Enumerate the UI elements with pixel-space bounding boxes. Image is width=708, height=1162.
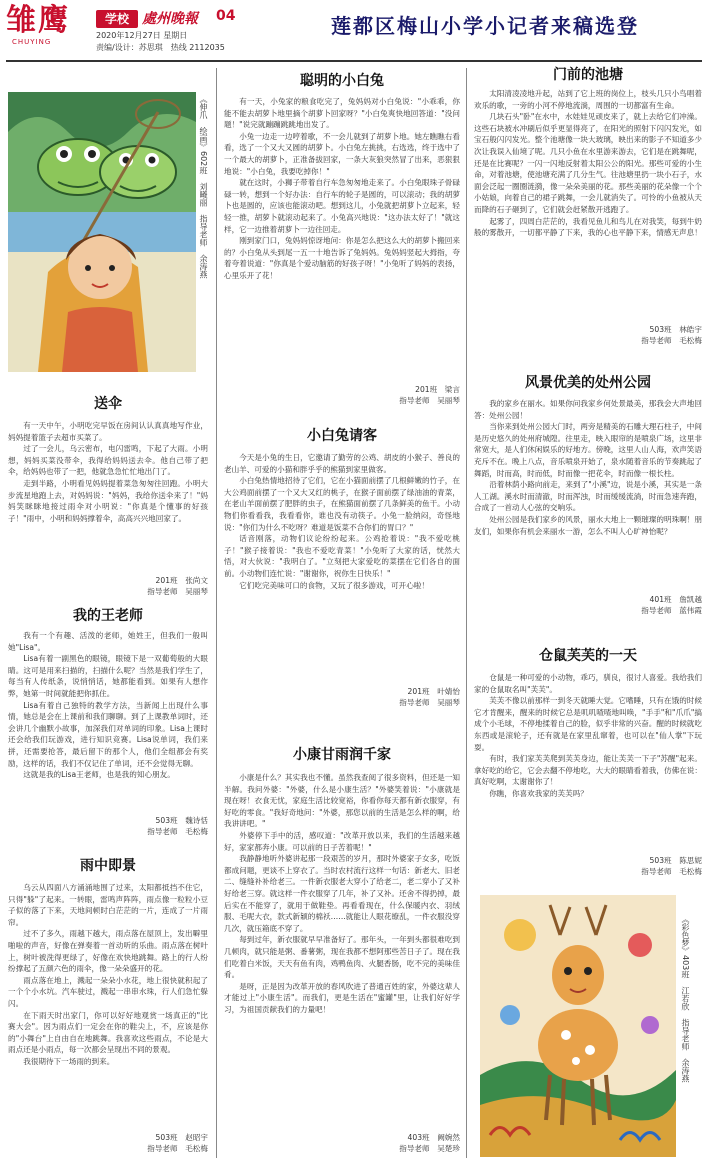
article-paragraph: 今天是小兔的生日，它邀请了勤劳的公鸡、胡皮的小猴子、善良的老山羊、可爱的小猫和胖乎乎的熊猫到家里做客。 <box>224 453 460 474</box>
article-byline <box>224 686 460 708</box>
article-title: 门前的池塘 <box>553 67 623 83</box>
teacher-name: 指导老师 毛松梅 <box>641 867 702 876</box>
brand-name: 雏鹰 <box>6 3 70 38</box>
article-paragraph: 它们吃完美味可口的食物，又玩了很多游戏，可开心啦！ <box>239 580 430 590</box>
article-paragraph: 仓鼠是一种可爱的小动物，乖巧，驯良，很讨人喜爱。我给我们家的仓鼠取名叫"芙芙"。 <box>474 673 702 694</box>
article-paragraph: 起雾了，四周白茫茫的，我看见鱼儿和鸟儿在对我笑，每到牛奶般的雾散开，一切都平静了下来，我的心也平静下来，情感无声息！ <box>474 216 702 238</box>
author-class: 201班 梁言 <box>415 385 460 394</box>
article-body <box>8 630 208 810</box>
page-title: 莲都区梅山小学小记者来稿选登 <box>331 14 639 38</box>
teacher-name: 指导老师 吴丽琴 <box>147 587 208 596</box>
article-byline <box>8 815 208 837</box>
teacher-name: 指导老师 毛松梅 <box>147 1144 208 1153</box>
article-paragraph: 过不了多久，雨越下越大，雨点落在屋顶上，发出噼里啪啦的声音，好像在弹奏着一首动听的乐曲。雨点落在树叶上，树叶被洗得更绿了，好像在欢快地跳舞。路上的行人纷纷撑起了五颜六色的雨伞，像一朵朵盛开的花。 <box>8 929 208 974</box>
teacher-name: 指导老师 吴丽琴 <box>399 698 460 707</box>
article-paragraph: 每到过年，新衣服就早早准备好了。那年头，一年到头都很难吃到几顿肉，就只能是粥、番薯粥，现在我都不想阿那些苦日子了。现在我们吃着白米饭，天天有鱼有肉，鸡鸭鱼肉、火腿香肠，吃不完的美味佳肴。 <box>224 935 460 980</box>
article-title: 送伞 <box>94 396 122 412</box>
article-title: 风景优美的处州公园 <box>525 375 651 391</box>
article-paragraph: 刚到家门口，兔妈妈惊讶地问：你是怎么把这么大的胡萝卜搬回来的？小白兔从头到尾一五一十地告诉了兔妈妈。兔妈妈竖起大拇指，夸着夸着说道："你真是个爱动脑筋的好孩子呀！"小兔听了妈妈的表扬，心里乐开了花！ <box>224 236 460 280</box>
brand-english: CHUYING <box>12 38 52 46</box>
article-paragraph: 太阳清凌凌地升起，站到了它上班的岗位上，枝头几只小鸟唱着欢乐的歌，一旁的小河不停地流淌，周围的一切都富有生命。 <box>474 89 702 110</box>
author-class: 503班 林皓宇 <box>649 325 702 334</box>
article-title: 仓鼠芙芙的一天 <box>539 648 637 664</box>
article-byline <box>474 855 702 877</box>
author-class: 401班 詹凯越 <box>649 595 702 604</box>
article-body <box>474 398 702 588</box>
artwork-colorful-dream <box>480 895 676 1157</box>
masthead-divider <box>6 60 702 62</box>
article-body <box>474 672 702 832</box>
article-paragraph: 这就是我的Lisa王老师，也是我的知心朋友。 <box>23 770 175 780</box>
column-divider <box>466 68 467 1158</box>
article-paragraph: 雨点落在地上，溅起一朵朵小水花，地上很快就积起了一个个小水坑。汽车驶过，溅起一串串水珠，行人们急忙躲闪。 <box>8 975 208 1008</box>
article-body <box>224 772 460 1128</box>
article-title: 聪明的小白兔 <box>300 73 384 89</box>
article-paragraph: 乌云从四面八方涌涌地围了过来，太阳都抵挡不住它，只得"躲"了起来。一转眼，雷鸣声阵阵，雨点像一粒粒小豆子似的落了下来，天地间顿时白茫茫的一片，连成了一片雨帘。 <box>8 883 208 927</box>
teacher-name: 指导老师 毛松梅 <box>641 336 702 345</box>
author-class: 503班 赵昭宇 <box>155 1133 208 1142</box>
teacher-name: 指导老师 蓝伟霞 <box>641 606 702 615</box>
article-paragraph: 是呀，正是因为改革开放的春风吹进了普通百姓的家，外婆这辈人才能过上"小康生活"。而我们，更是生活在"蜜罐"里，让我们好好学习，为祖国贡献我们的力量吧！ <box>224 981 460 1014</box>
article-body <box>474 88 702 320</box>
article-paragraph: 外婆停下手中的活，感叹道："改革开放以来，我们的生活越来越好，家家都奔小康。可以前的日子苦着呢！" <box>224 830 460 852</box>
article-paragraph: 走到半路，小明看见妈妈提着菜急匆匆往回跑。小明大步流星地跑上去，对妈妈说："妈妈，我给你送伞来了！"妈妈笑眯眯地接过雨伞对小明说："你真是个懂事的好孩子！"雨中，小明和妈妈撑着伞，高高兴兴地回家了。 <box>8 478 208 523</box>
article-paragraph: 有一天中午，小明吃完早饭在房间认认真真地写作业，妈妈提着篮子去超市买菜了。 <box>8 421 208 442</box>
teacher-name: 指导老师 毛松梅 <box>147 827 208 836</box>
article-paragraph: 沿着林荫小路向前走，来到了"小溪"边，说是小溪，其实是一条人工湖。溪水时而清澈，时而浑浊，时而缓缓流淌，时而急速奔跑，合成了一首动人心弦的交响乐。 <box>474 480 702 513</box>
artwork-girl-frogs-caption: 《伸爪 绘画》602班 刘曦丽 指导老师 余涛燕 <box>199 95 208 279</box>
article-body <box>8 420 208 570</box>
brand-logo <box>6 4 96 48</box>
article-title: 小白兔请客 <box>307 428 377 444</box>
article-paragraph: 在下雨天时出家门，你可以好好地观赏一场真正的"比赛大会"。因为雨点们一定会在你的鞋尖上，不，应该是你的"小舞台"上自由自在地跳舞。我喜欢这些雨点，不论是大雨点还是小雨点，每一次都会呈现出不同的景观。 <box>8 1010 208 1055</box>
article-paragraph: 小康是什么？其实我也不懂。虽然我查阅了很多资料，但还是一知半解。我问外婆："外婆，什么是小康生活？"外婆笑着说："小康就是现在呀！衣食无忧，家庭生活比较宽裕，你看你每天都有新衣服穿，有好吃的零食。"我好奇地问："外婆，那您以前的生活是怎么样的啊，给我讲讲吧。" <box>224 773 460 829</box>
article-body <box>8 882 208 1127</box>
article-paragraph: 我很期待下一场雨的到来。 <box>23 1056 115 1066</box>
author-class: 503班 魏诗恬 <box>155 816 208 825</box>
article-paragraph: 有一天，小兔家的粮食吃完了，兔妈妈对小白兔说："小乖乖，你能不能去胡萝卜地里摘个胡萝卜回家呀？"小白兔爽快地回答道："没问题！"说完就蹦蹦跳跳地出发了。 <box>224 97 460 130</box>
article-byline <box>474 324 702 346</box>
article-paragraph: 过了一会儿，乌云密布，电闪雷鸣，下起了大雨。小明想，妈妈买菜没带伞，我得给妈妈送去伞。他自己带了把伞，给妈妈也带了一把，他就急急忙忙地出门了。 <box>8 444 208 477</box>
issue-date: 2020年12月27日 星期日 <box>96 31 188 40</box>
article-paragraph: 我的家乡在丽水。如果你问我家乡何处景最美，那我会大声地回答：处州公园！ <box>474 399 702 420</box>
article-paragraph: 小兔一边走一边哼着歌，不一会儿就到了胡萝卜地。她左瞧瞧右看看，选了一个又大又圆的胡萝卜。小白兔左挑挑，右选选，终于选中了一个最大的胡萝卜，正准备拔回家，一条大灰狼突然冒了出来，恶狠狠地说："小白兔，我要吃掉你！" <box>224 131 460 176</box>
paper-name: 處州晚報 <box>142 11 198 27</box>
author-class: 403班 阙婉然 <box>407 1133 460 1142</box>
article-body <box>224 452 460 678</box>
teacher-name: 指导老师 吴丽琴 <box>399 396 460 405</box>
article-paragraph: 就在这时，小狮子带着自行车急匆匆地走来了。小白兔眼珠子骨碌碌一转，想到一个好办法：自行车的轮子是圆的，可以滚动；我的胡萝卜也是圆的，应该也能滚动吧。想到这儿，小兔就把胡萝卜立起来，轻轻一推，胡萝卜就滚动起来了。小兔高兴地说："这办法太好了！"就这样，它一边推着胡萝卜一边往回走。 <box>224 178 460 234</box>
article-paragraph: 有时，我们家芙芙爬到芙芙身边，能让芙芙一下子"苏醒"起来。拿好吃的给它，它会去翻不停地吃，大大的眼睛看着我，仿佛在说：真好吃啊，太谢谢你了！ <box>474 754 702 787</box>
article-byline <box>224 1132 460 1154</box>
article-paragraph: 几块石头"卧"在水中，水娃娃见顽皮来了，就上去给它们冲澡。这些石块被水冲刷后似乎更显得亮了，在阳光的照射下闪闪发光，如宝石般闪闪发光。整个池塘像一块大玻璃，映出来的影子不知道多少次让我误入仙境了呢。几只小鱼在水里游来游去，它们是在跳舞呢，还是在比赛呢？一闪一闪地反射着太阳公公的阳光。那些可爱的小生命，对着池塘，使池塘充满了几分生气。往池塘里扔一块小石子，水面会泛起一圈圈涟漪，像一朵朵美丽的花。那些美丽的花朵像一个个小姑娘，向着自己的裙子跳舞，一会儿就消失了。可怜的小鱼被从天而降的石子砸到了，它们就会赶紧散开逃跑了。 <box>474 112 702 214</box>
artwork-girl-frogs <box>8 92 196 372</box>
article-byline <box>8 1132 208 1154</box>
article-paragraph: 当你来到处州公园大门时，两旁是精美的石雕大理石柱子，中间是历史悠久的处州府城隍。往里走，映入眼帘的是喷泉广场，这里非常宽大，是人们休闲娱乐的好地方。傍晚，这里人山人海，欢声笑语充斥不在。晚上八点，音乐喷泉开始了，泉水随着音乐的节奏跳起了舞蹈，时而高，时而低，时而像一把花伞，时而像一根长柱。 <box>474 422 702 478</box>
article-paragraph: 你瞧，你喜欢我家的芙芙吗？ <box>489 788 588 798</box>
article-title: 我的王老师 <box>73 608 143 624</box>
article-byline <box>474 594 702 616</box>
article-paragraph: 小白兔热情地招待了它们，它在小猫面前摆了几根鲜嫩的竹子，在大公鸡面前摆了一个又大又红的桃子，在猴子面前摆了绿油油的青菜，在老山羊面前摆了肥胖的虫子，在熊猫面前摆了几条鲜美的鱼干。小动物们你看看我，我看看你，谁也没有动筷子。小兔一脸纳闷，奇怪地说："你们为什么不吃呀？难道是饭菜不合你们的胃口？" <box>224 476 460 532</box>
artwork-girl-frogs-image <box>8 92 196 372</box>
artwork-colorful-dream-caption: 《彩色梦》403班 江若欣 指导老师 余涛燕 <box>681 915 690 1083</box>
article-byline <box>224 384 460 406</box>
author-class: 201班 叶婧怡 <box>407 687 460 696</box>
column-divider <box>216 68 217 1158</box>
article-paragraph: 芙芙不像以前那样一到冬天就睡大觉。它嗜睡，只有在饿的时候它才肯醒来，醒来的时候它总是叽叽喳喳地叫唤，"手手"和"爪爪"搞成个小毛球，不停地揉着自己的脸，似乎非常的兴奋。醒的时候就吃东西或是滚轮子，还有就是在家里乱窜着，也可以在"仙人掌"下玩耍。 <box>474 696 702 752</box>
editor-line: 责编/设计：苏思琪 热线 2112035 <box>96 43 225 52</box>
article-paragraph: Lisa有着自己独特的教学方法，当新闻上出现什么事情，她总是会在上课前和我们聊聊。到了上课教单词时，还会讲几个幽默小故事，加深我们对单词的印象。Lisa上课时还会给我们玩游戏，进行知识竞赛。Lisa说单词，我们来拼，还需要抢答，最后留下的那个人，他们全组都会有奖励，这样的话，我们不仅记住了单词，还不会觉得无聊。 <box>8 700 208 768</box>
article-paragraph: 我静静地听外婆讲起那一段艰苦的岁月，那时外婆家子女多，吃饭都成问题，更谈不上穿衣了。当时农村流行这样一句话：新老大、旧老二、缝缝补补给老三。一件新衣服老大穿小了给老二，老二穿小了又补好给老三穿。就这样一件衣服穿了几年，补了又补。还舍不得扔掉，最后实在不能穿了，就用于做鞋垫。再看看现在，什么保暖内衣、羽绒服、毛呢大衣，款式新颖的棉袄……就能让人眼花缭乱，一件衣服没穿几次，就压箱底不穿了。 <box>224 854 460 933</box>
article-paragraph: 我有一个有趣、活泼的老师，她姓王，但我们一般叫她"Lisa"。 <box>8 631 208 652</box>
section-badge: 学校 <box>96 10 138 28</box>
author-class: 503班 陈思妮 <box>649 856 702 865</box>
artwork-colorful-dream-image <box>480 895 676 1157</box>
article-title: 小康甘雨润千家 <box>293 747 391 763</box>
article-byline <box>8 575 208 597</box>
article-paragraph: 话音刚落，动物们议论纷纷起来。公鸡抢着说："我不爱吃桃子！"猴子接着说："我也不爱吃青菜！"小兔听了大家的话，恍然大悟，对大伙说："我明白了。"立刻把大家爱吃的菜摆在它们各自的面前。小动物们连忙说："谢谢你，祝你生日快乐！" <box>224 534 460 578</box>
teacher-name: 指导老师 吴楚珍 <box>399 1144 460 1153</box>
article-title: 雨中即景 <box>80 858 136 874</box>
author-class: 201班 张尚文 <box>155 576 208 585</box>
article-paragraph: Lisa有着一副黑色的眼镜，眼镜下是一双葡萄般的大眼睛。这可是用来扫描的，扫描什么呢？当然是我们学生了，每当有人传纸条，说悄悄话，她都能看到。如果有人想作弊，她第一时间就能把你抓住。 <box>8 654 208 698</box>
article-paragraph: 处州公园是我们家乡的风景，丽水大地上一颗璀璨的明珠啊！朋友们，如果你有机会来丽水一游，怎么不叫人心旷神怡呢？ <box>474 514 702 536</box>
page-number: 04 <box>216 8 236 24</box>
article-body <box>224 96 460 374</box>
